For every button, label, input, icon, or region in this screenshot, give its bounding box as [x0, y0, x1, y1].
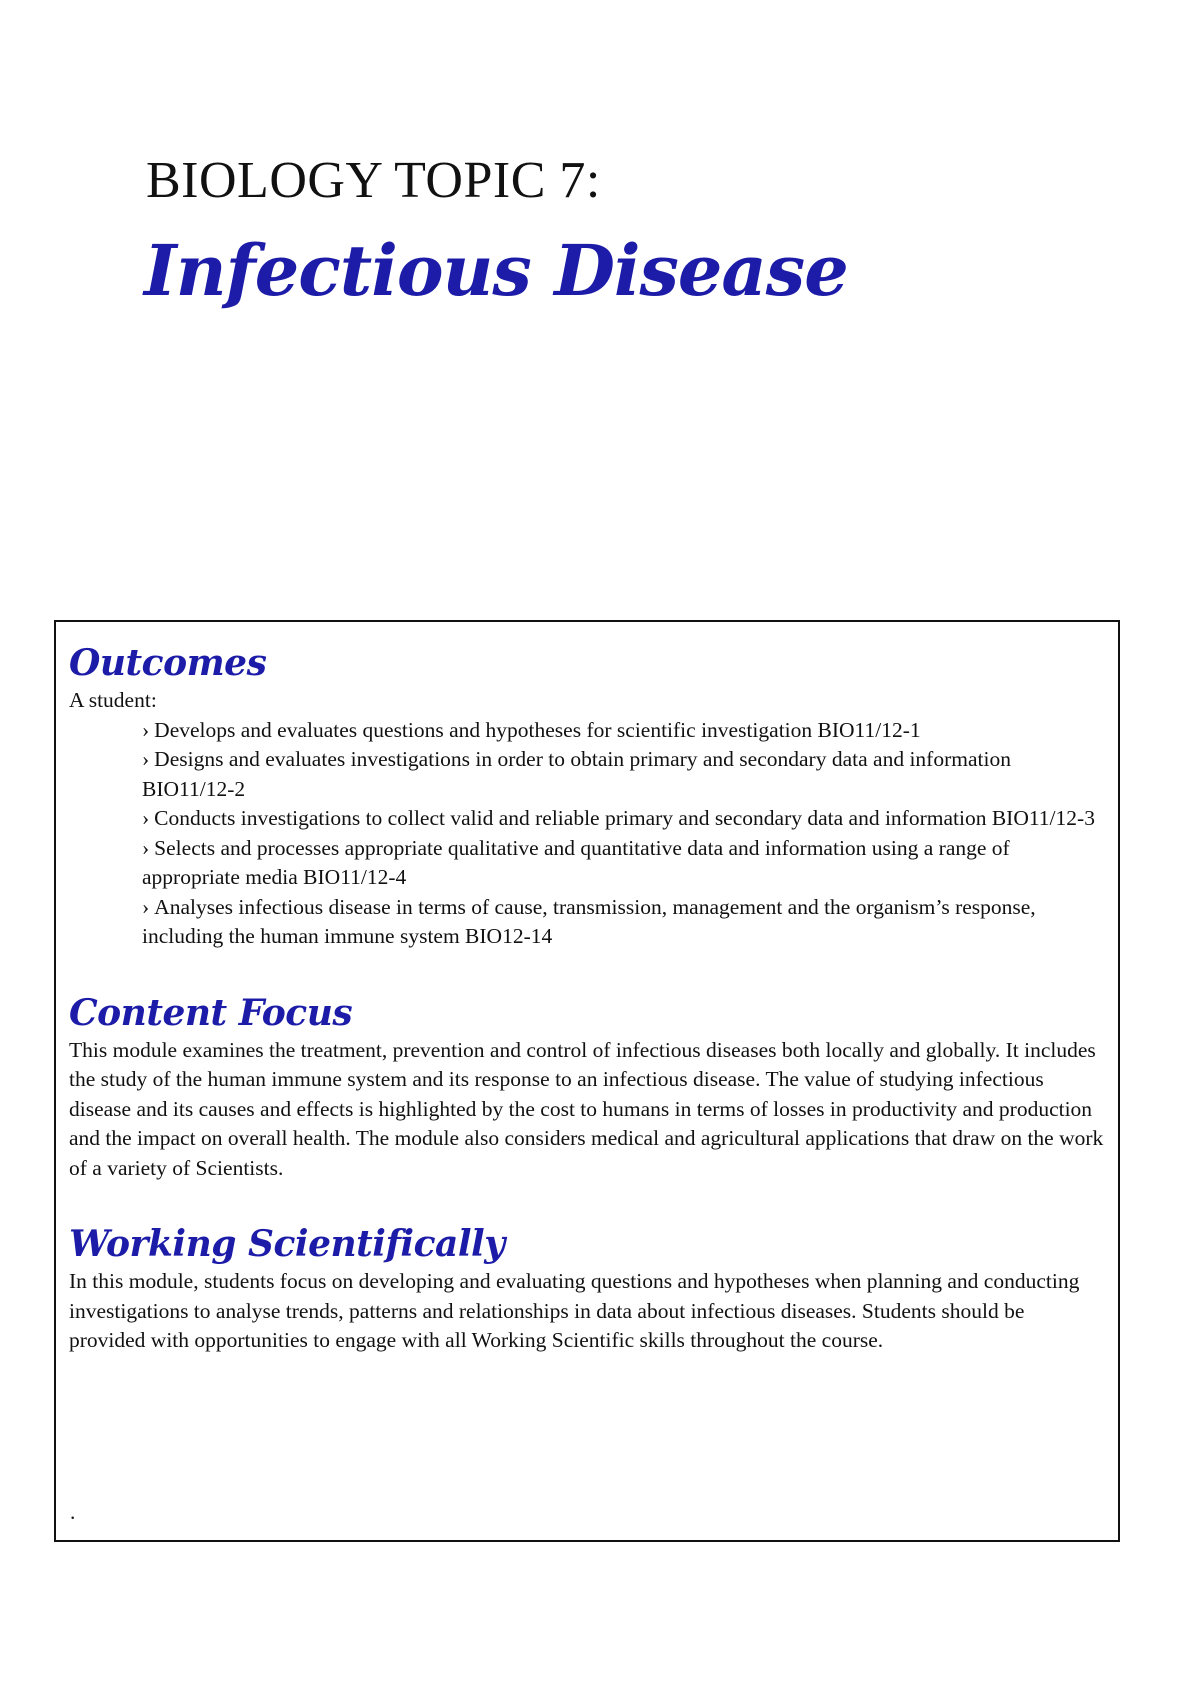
- section-spacer: [69, 952, 1106, 990]
- content-focus-heading: Content Focus: [69, 991, 353, 1034]
- title-block: [146, 150, 1046, 316]
- trailing-mark: .: [70, 1500, 76, 1524]
- outcomes-list: [69, 716, 1106, 952]
- section-spacer: [69, 1183, 1106, 1221]
- module-summary-box: [54, 620, 1120, 1542]
- outcomes-intro: A student:: [69, 688, 157, 712]
- chevron-bullet-icon: ›: [142, 747, 150, 771]
- chevron-bullet-icon: ›: [142, 806, 150, 830]
- chevron-bullet-icon: ›: [142, 894, 150, 919]
- outcome-text: Conducts investigations to collect valid and reliable primary and secondary data and information BIO11/12-3: [154, 806, 1095, 830]
- chevron-bullet-icon: ›: [142, 835, 150, 860]
- outcomes-heading: Outcomes: [69, 642, 267, 684]
- outcome-text: Designs and evaluates investigations in order to obtain primary and secondary data and information BIO11/12-2: [142, 747, 1011, 801]
- topic-heading: BIOLOGY TOPIC 7:: [146, 152, 601, 209]
- topic-subtitle: Infectious Disease: [144, 229, 848, 312]
- outcomes-section: [69, 640, 1106, 952]
- working-scientifically-heading: Working Scientifically: [69, 1223, 505, 1265]
- content-focus-text: This module examines the treatment, prevention and control of infectious diseases both locally and globally. It includes the study of the human immune system and its response to an infectious disease. The value of studying infectious disease and its causes and effects is highlighted by the cost to humans in terms of losses in productivity and production and the impact on overall health. The module also considers medical and agricultural applications that draw on the work of a variety of Scientists.: [69, 1037, 1104, 1180]
- content-focus-section: [69, 990, 1106, 1184]
- outcome-text: Develops and evaluates questions and hypotheses for scientific investigation BIO11/12-1: [154, 717, 921, 742]
- outcome-item: [142, 716, 1106, 746]
- outcome-text: Analyses infectious disease in terms of cause, transmission, management and the organism’s response, including the human immune system BIO12-14: [142, 894, 1036, 948]
- chevron-bullet-icon: ›: [142, 717, 150, 742]
- outcome-item: [142, 834, 1106, 893]
- outcome-item: [142, 804, 1106, 834]
- outcome-text: Selects and processes appropriate qualitative and quantitative data and information using a range of appropriate media BIO11/12-4: [142, 835, 1010, 889]
- working-scientifically-text: In this module, students focus on developing and evaluating questions and hypotheses when planning and conducting investigations to analyse trends, patterns and relationships in data about infectious diseases. Students should be provided with opportunities to engage with all Working Scientific skills throughout the course.: [69, 1269, 1080, 1352]
- outcome-item: [142, 893, 1106, 952]
- outcome-item: [142, 745, 1106, 804]
- working-scientifically-section: [69, 1221, 1106, 1356]
